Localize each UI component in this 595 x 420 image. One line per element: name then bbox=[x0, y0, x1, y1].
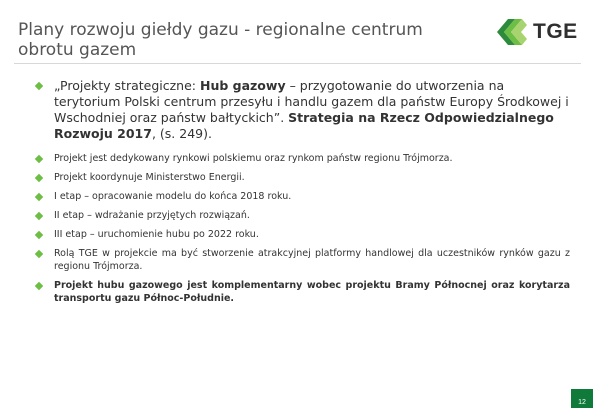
tge-logo bbox=[495, 17, 585, 47]
slide-title: Plany rozwoju giełdy gazu - regionalne centrum obrotu gazem bbox=[18, 20, 423, 60]
tge-logo-icon bbox=[495, 17, 529, 47]
diamond-bullet-icon bbox=[35, 155, 43, 163]
diamond-bullet-icon bbox=[35, 250, 43, 258]
strategy-quote bbox=[34, 78, 570, 142]
slide-body bbox=[34, 78, 570, 311]
diamond-bullet-icon bbox=[35, 282, 43, 290]
list-item bbox=[34, 228, 570, 241]
list-item-text: Projekt koordynuje Ministerstwo Energii. bbox=[54, 172, 245, 183]
quote-middle: – przygotowanie do utworzenia na terytorium Polski centrum przesyłu i handlu gazem dla państw Europy Środkowej i Wschodniej oraz państw bałtyckich”. bbox=[54, 78, 569, 125]
header-divider bbox=[14, 63, 581, 64]
page-number: 12 bbox=[571, 389, 593, 408]
quote-text bbox=[54, 78, 570, 142]
quote-source: Strategia na Rzecz Odpowiedzialnego Rozwoju 2017 bbox=[54, 110, 554, 141]
project-facts-list bbox=[34, 152, 570, 305]
list-item bbox=[34, 190, 570, 203]
list-item-text: I etap – opracowanie modelu do końca 2018 roku. bbox=[54, 191, 292, 202]
quote-bold-phrase: Hub gazowy bbox=[199, 78, 286, 93]
list-item-text: Projekt hubu gazowego jest komplementarny wobec projektu Bramy Północnej oraz korytarza transportu gazu Północ-Południe. bbox=[54, 280, 570, 304]
list-item-text: III etap – uruchomienie hubu po 2022 roku. bbox=[54, 229, 259, 240]
logo-wordmark: TGE bbox=[533, 20, 578, 43]
list-item-text: Projekt jest dedykowany rynkowi polskiemu oraz rynkom państw regionu Trójmorza. bbox=[54, 153, 453, 164]
diamond-bullet-icon bbox=[35, 212, 43, 220]
list-item bbox=[34, 247, 570, 273]
quote-lead: „Projekty strategiczne: bbox=[54, 78, 200, 93]
quote-page-ref: , (s. 249). bbox=[151, 126, 212, 141]
diamond-bullet-icon bbox=[35, 82, 43, 90]
list-item-text: II etap – wdrażanie przyjętych rozwiązań. bbox=[54, 210, 250, 221]
list-item bbox=[34, 152, 570, 165]
list-item bbox=[34, 279, 570, 305]
list-item bbox=[34, 171, 570, 184]
diamond-bullet-icon bbox=[35, 193, 43, 201]
diamond-bullet-icon bbox=[35, 231, 43, 239]
list-item bbox=[34, 209, 570, 222]
list-item-text: Rolą TGE w projekcie ma być stworzenie atrakcyjnej platformy handlowej dla uczestników rynków gazu z regionu Trójmorza. bbox=[54, 248, 570, 272]
diamond-bullet-icon bbox=[35, 174, 43, 182]
